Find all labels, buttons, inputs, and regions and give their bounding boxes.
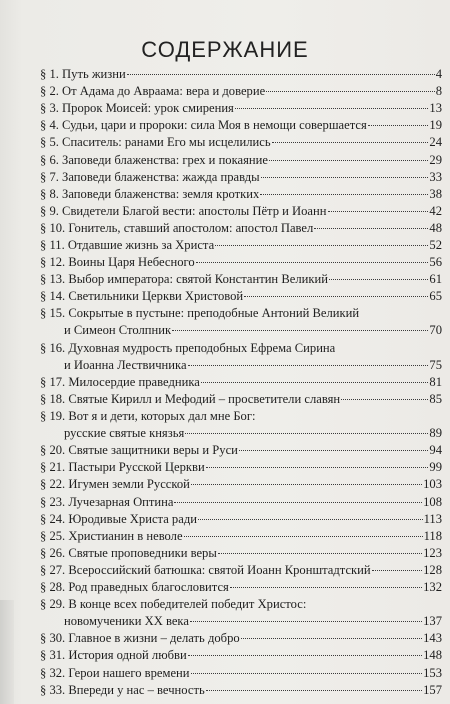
section-title: и Иоанна Лествичника — [64, 357, 187, 372]
section-number: § 11. — [40, 238, 68, 252]
toc-entry-line — [40, 579, 442, 596]
section-number: § 20. — [40, 443, 69, 458]
page-title: СОДЕРЖАНИЕ — [141, 36, 309, 62]
dot-leader — [314, 228, 428, 229]
section-number: § 30. — [40, 631, 69, 646]
toc-entry-line — [40, 152, 442, 169]
section-title: История одной любви — [68, 648, 187, 663]
section-number: § 25. — [40, 528, 69, 543]
toc-entry-line — [40, 322, 442, 339]
toc-entry-line — [40, 340, 442, 357]
section-number: § 1. — [40, 67, 63, 81]
section-title: В конце всех победителей победит Христос: — [68, 597, 307, 612]
dot-leader — [215, 245, 428, 246]
page-number: 128 — [423, 562, 442, 577]
section-title: Спаситель: ранами Его мы исцелились — [62, 135, 271, 150]
section-title: Лучезарная Оптина — [68, 494, 174, 509]
dot-leader — [239, 450, 429, 451]
page-number: 4 — [435, 67, 442, 81]
toc-entry-line — [40, 562, 442, 579]
toc-entry[interactable] — [40, 83, 442, 100]
dot-leader — [372, 570, 422, 571]
toc-entry[interactable] — [40, 682, 442, 699]
page-number: 89 — [429, 426, 442, 440]
toc-entry[interactable] — [40, 134, 442, 151]
dot-leader — [341, 399, 428, 400]
page-number: 132 — [423, 580, 442, 594]
toc-entry-line — [40, 425, 442, 442]
section-title: Судьи, цари и пророки: сила Моя в немощи совершается — [62, 118, 367, 133]
section-title: Герои нашего времени — [68, 665, 190, 680]
toc-entry[interactable] — [40, 100, 442, 117]
toc-entry[interactable] — [40, 66, 442, 83]
page-number: 157 — [423, 682, 442, 697]
page-number: 75 — [429, 357, 442, 372]
section-title: Заповеди блаженства: жажда правды — [62, 169, 260, 184]
dot-leader — [328, 211, 429, 212]
page-number: 33 — [429, 169, 442, 184]
section-title: Заповеди блаженства: земля кротких — [62, 186, 260, 201]
toc-entry[interactable] — [40, 596, 442, 630]
dot-leader — [188, 365, 429, 366]
toc-entry-line — [40, 494, 442, 511]
section-title: Милосердие праведника — [68, 374, 200, 389]
section-title: Путь жизни — [62, 67, 126, 81]
page-number: 118 — [423, 528, 442, 543]
page-number: 153 — [423, 665, 442, 680]
page-number: 48 — [429, 220, 442, 235]
toc-entry[interactable] — [40, 374, 442, 391]
section-title: Род праведных благословится — [68, 580, 229, 594]
dot-leader — [190, 621, 422, 622]
page-number: 42 — [429, 203, 442, 218]
page-number: 29 — [429, 152, 442, 167]
page-number: 113 — [423, 511, 442, 526]
section-title: Юродивые Христа ради — [68, 511, 197, 526]
toc-entry-line — [40, 134, 442, 151]
dot-leader — [206, 467, 429, 468]
section-number: § 13. — [40, 272, 69, 287]
toc-entry-line — [40, 288, 442, 305]
toc-entry-line — [40, 186, 442, 203]
section-number: § 8. — [40, 186, 63, 201]
toc-entry-line — [40, 545, 442, 562]
toc-entry-line — [40, 254, 442, 271]
dot-leader — [329, 279, 428, 280]
section-number: § 33. — [40, 682, 69, 697]
section-number: § 21. — [40, 460, 69, 475]
section-title: Свидетели Благой вести: апостолы Пётр и Иоанн — [62, 203, 327, 218]
dot-leader — [201, 382, 429, 383]
page-number: 103 — [423, 477, 442, 492]
page-number: 8 — [435, 84, 442, 99]
section-title: Святые Кирилл и Мефодий – просветители славян — [68, 391, 341, 406]
toc-entry[interactable] — [40, 254, 442, 271]
section-title: Христианин в неволе — [68, 528, 183, 543]
toc-entry-line — [40, 613, 442, 630]
page-number: 123 — [423, 545, 442, 560]
section-title: Светильники Церкви Христовой — [68, 289, 244, 304]
section-number: § 17. — [40, 374, 69, 389]
toc-entry-line — [40, 647, 442, 664]
toc-entry[interactable] — [40, 288, 442, 305]
dot-leader — [272, 142, 429, 143]
section-title: Пастыри Русской Церкви — [68, 460, 205, 475]
section-number: § 14. — [40, 289, 69, 304]
section-number: § 28. — [40, 580, 69, 594]
dot-leader — [191, 673, 423, 674]
toc-entry-line — [40, 511, 442, 528]
dot-leader — [191, 484, 422, 485]
section-number: § 23. — [40, 494, 69, 509]
section-number: § 24. — [40, 511, 69, 526]
page-number: 137 — [423, 614, 442, 629]
toc-entry-line — [40, 665, 442, 682]
toc-entry[interactable] — [40, 408, 442, 442]
toc-entry[interactable] — [40, 511, 442, 528]
page-number: 108 — [423, 494, 442, 509]
page-number: 13 — [429, 101, 442, 116]
toc-entry-line — [40, 459, 442, 476]
toc-entry-line — [40, 271, 442, 288]
section-title: Игумен земли Русской — [68, 477, 190, 492]
page-number: 56 — [429, 255, 442, 270]
section-number: § 4. — [40, 118, 63, 133]
section-title: От Адама до Авраама: вера и доверие — [62, 84, 266, 99]
toc-entry-line — [40, 682, 442, 699]
toc-entry[interactable] — [40, 305, 442, 339]
section-title: Вот я и дети, которых дал мне Бог: — [68, 409, 256, 423]
dot-leader — [188, 655, 422, 656]
section-title: Всероссийский батюшка: святой Иоанн Кронштадтский — [68, 562, 371, 577]
dot-leader — [269, 160, 428, 161]
toc-entry-line — [40, 203, 442, 220]
toc-entry[interactable] — [40, 340, 442, 374]
section-number: § 2. — [40, 84, 63, 99]
dot-leader — [241, 638, 422, 639]
section-number: § 10. — [40, 220, 69, 235]
toc-entry-line — [40, 357, 442, 374]
toc-entry-line — [40, 374, 442, 391]
toc-entry-line — [40, 220, 442, 237]
section-number: § 9. — [40, 203, 63, 218]
toc-entry-line — [40, 630, 442, 647]
section-title: Сокрытые в пустыне: преподобные Антоний Великий — [68, 306, 360, 321]
toc-entry[interactable] — [40, 117, 442, 134]
toc-entry-line — [40, 391, 442, 408]
toc-entry[interactable] — [40, 459, 442, 476]
dot-leader — [260, 194, 428, 195]
toc-entry[interactable] — [40, 152, 442, 169]
page-number: 148 — [423, 648, 442, 663]
section-title: Пророк Моисей: урок смирения — [62, 101, 234, 116]
section-title: Отдавшие жизнь за Христа — [67, 238, 215, 252]
page-number: 94 — [429, 443, 442, 458]
dot-leader — [218, 553, 422, 554]
dot-leader — [266, 91, 435, 92]
toc-entry[interactable] — [40, 494, 442, 511]
page-number: 99 — [429, 460, 442, 475]
dot-leader — [184, 536, 423, 537]
section-title: Святые проповедники веры — [68, 545, 217, 560]
toc-entry[interactable] — [40, 391, 442, 408]
toc-entry-line — [40, 528, 442, 545]
page-number: 52 — [429, 238, 442, 252]
page-number: 85 — [429, 391, 442, 406]
toc-entry[interactable] — [40, 169, 442, 186]
section-number: § 3. — [40, 101, 63, 116]
toc-entry-line — [40, 237, 442, 254]
section-title: новомученики XX века — [64, 614, 189, 629]
toc-entry[interactable] — [40, 562, 442, 579]
toc-entry[interactable] — [40, 647, 442, 664]
section-number: § 26. — [40, 545, 69, 560]
page-number: 38 — [429, 186, 442, 201]
toc-entry[interactable] — [40, 579, 442, 596]
section-title: Воины Царя Небесного — [68, 255, 195, 270]
toc-entry[interactable] — [40, 186, 442, 203]
section-title: Впереди у нас – вечность — [68, 682, 205, 697]
section-title: Выбор императора: святой Константин Великий — [68, 272, 328, 287]
toc-entry-line — [40, 596, 442, 613]
dot-leader — [196, 262, 429, 263]
section-number: § 31. — [40, 648, 69, 663]
section-number: § 15. — [40, 306, 69, 321]
dot-leader — [185, 433, 428, 434]
page-number: 65 — [429, 289, 442, 304]
page-number: 24 — [429, 135, 442, 150]
dot-leader — [230, 587, 422, 588]
dot-leader — [368, 125, 429, 126]
dot-leader — [206, 690, 422, 691]
section-title: Главное в жизни – делать добро — [68, 631, 240, 646]
page-number: 19 — [429, 118, 442, 133]
toc-entry-line — [40, 117, 442, 134]
section-number: § 32. — [40, 665, 69, 680]
page-number: 143 — [423, 631, 442, 646]
dot-leader — [172, 330, 428, 331]
section-title: русские святые князья — [64, 426, 185, 440]
section-number: § 27. — [40, 562, 69, 577]
toc-entry[interactable] — [40, 237, 442, 254]
toc-entry[interactable] — [40, 442, 442, 459]
dot-leader — [235, 108, 429, 109]
section-number: § 7. — [40, 169, 63, 184]
section-title: Заповеди блаженства: грех и покаяние — [62, 152, 268, 167]
section-number: § 22. — [40, 477, 69, 492]
dot-leader — [244, 296, 428, 297]
toc-entry-line — [40, 305, 442, 322]
section-title: Святые защитники веры и Руси — [68, 443, 238, 458]
dot-leader — [198, 519, 423, 520]
section-number: § 19. — [40, 409, 69, 423]
section-title: Духовная мудрость преподобных Ефрема Сирина — [68, 340, 336, 355]
toc-entry[interactable] — [40, 528, 442, 545]
dot-leader — [127, 74, 435, 75]
section-number: § 5. — [40, 135, 63, 150]
section-number: § 16. — [40, 340, 69, 355]
toc-entry-line — [40, 83, 442, 100]
toc-entry[interactable] — [40, 630, 442, 647]
page-number: 61 — [429, 272, 442, 287]
section-title: и Симеон Столпник — [64, 323, 172, 338]
toc-entry-line — [40, 408, 442, 425]
toc-entry[interactable] — [40, 476, 442, 493]
section-number: § 12. — [40, 255, 69, 270]
section-number: § 6. — [40, 152, 63, 167]
toc-entry[interactable] — [40, 271, 442, 288]
toc-entry-line — [40, 442, 442, 459]
section-title: Гонитель, ставший апостолом: апостол Павел — [68, 220, 314, 235]
page-number: 70 — [429, 323, 442, 338]
section-number: § 18. — [40, 391, 69, 406]
toc-entry[interactable] — [40, 203, 442, 220]
toc-entry-line — [40, 476, 442, 493]
dot-leader — [174, 502, 422, 503]
dot-leader — [261, 177, 429, 178]
toc-entry[interactable] — [40, 545, 442, 562]
section-number: § 29. — [40, 597, 69, 612]
toc-entry-line — [40, 66, 442, 83]
toc-entry-line — [40, 169, 442, 186]
toc-entry-line — [40, 100, 442, 117]
page-number: 81 — [429, 374, 442, 389]
toc-entry[interactable] — [40, 665, 442, 682]
toc-entry[interactable] — [40, 220, 442, 237]
